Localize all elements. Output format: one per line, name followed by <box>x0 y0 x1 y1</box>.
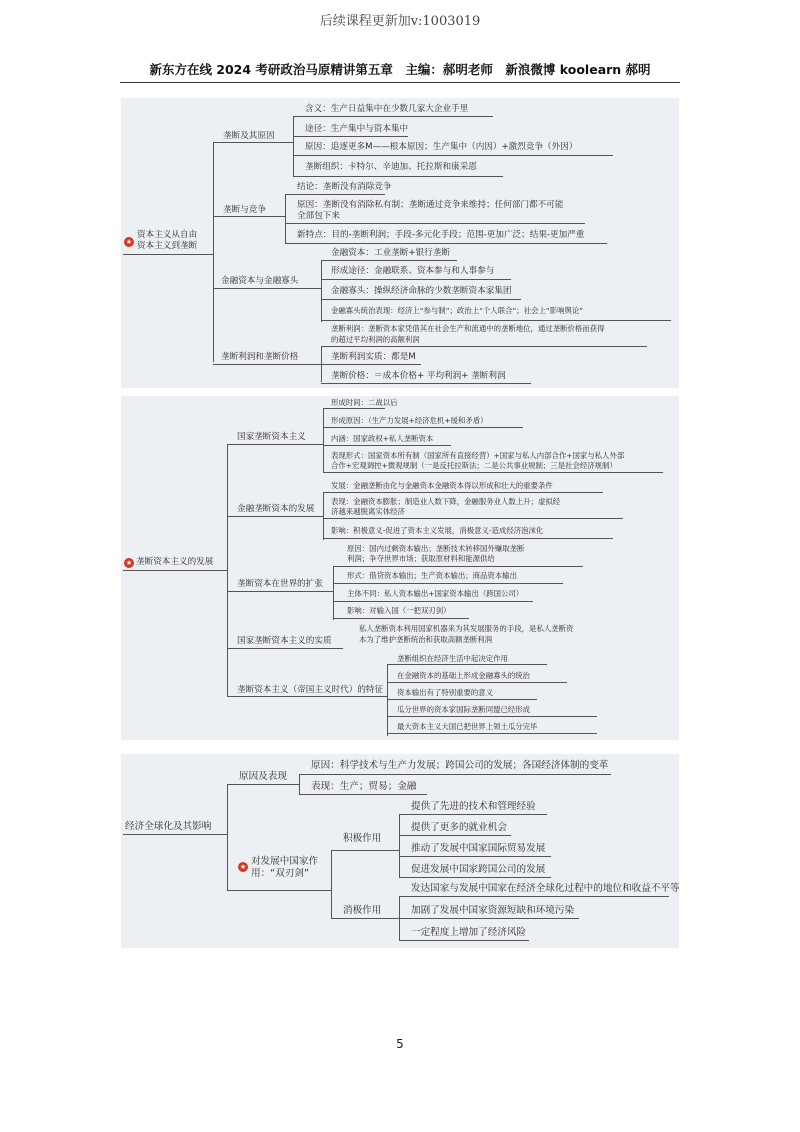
page-header: 新东方在线 2024 考研政治马原精讲第五章 主编：郝明老师 新浪微博 koolearn 郝明 <box>149 62 651 77</box>
connector <box>399 856 551 857</box>
leaf: 原因：垄断没有消除私有制；垄断通过竞争来维持；任何部门都不可能 <box>297 200 564 210</box>
connector <box>387 682 567 683</box>
branch-label: 金融垄断资本的发展 <box>237 504 315 514</box>
connector <box>399 814 547 815</box>
connector <box>321 299 521 300</box>
leaf: 形式：借贷资本输出；生产资本输出；商品资本输出 <box>347 571 517 580</box>
connector <box>123 570 227 571</box>
connector <box>333 583 563 584</box>
branch-label: 垄断资本在世界的扩张 <box>237 579 323 589</box>
connector <box>321 383 531 384</box>
connector <box>387 733 597 734</box>
connector <box>323 408 324 472</box>
mindmap-panel-1 <box>121 98 679 388</box>
connector <box>333 601 533 602</box>
leaf: 金融资本：工业垄断+银行垄断 <box>331 248 450 258</box>
page-number: 5 <box>396 1037 404 1051</box>
leaf: 含义：生产日益集中在少数几家大企业手里 <box>305 104 469 114</box>
connector <box>399 896 669 897</box>
leaf: 垄断组织：卡特尔、辛迪加、托拉斯和康采恩 <box>305 162 477 172</box>
connector <box>293 116 294 176</box>
star-icon: ★ <box>125 559 133 567</box>
root-node: 垄断资本主义的发展 <box>136 557 214 567</box>
connector <box>331 850 332 918</box>
connector <box>299 774 300 794</box>
connector <box>331 918 399 919</box>
connector <box>333 566 334 620</box>
connector <box>227 591 333 592</box>
connector <box>387 664 547 665</box>
leaf: 推动了发展中国家国际贸易发展 <box>411 843 546 854</box>
leaf: 促进发展中国家跨国公司的发展 <box>411 864 546 875</box>
leaf: 垄断组织在经济生活中起决定作用 <box>397 654 508 663</box>
connector <box>213 364 321 365</box>
connector <box>213 142 214 362</box>
leaf: 原因：国内过剩资本输出；垄断技术转移国外赚取垄断 <box>347 544 525 553</box>
connector <box>399 814 400 878</box>
leaf: 发展：金融垄断由化与金融资本金融资本得以形成和壮大的重要条件 <box>331 481 553 490</box>
leaf: 加剧了发展中国家资源短缺和环境污染 <box>411 905 575 916</box>
connector <box>399 940 529 941</box>
branch-label: 国家垄断资本主义 <box>237 432 306 442</box>
leaf: 济越来越脱离实体经济 <box>331 507 405 516</box>
leaf: 垄断利润实质：都是M <box>331 352 416 362</box>
leaf: 的超过平均利润的高额利润 <box>331 335 420 344</box>
leaf: 在金融资本的基础上形成金融寡头的统治 <box>397 671 531 680</box>
connector <box>321 364 421 365</box>
branch-label: 垄断与竞争 <box>223 205 266 215</box>
connector <box>321 346 647 347</box>
connector <box>333 618 469 619</box>
leaf: 原因：科学技术与生产力发展；跨国公司的发展；各国经济体制的变革 <box>311 760 609 771</box>
connector <box>227 516 323 517</box>
connector <box>321 260 322 322</box>
leaf: 途径：生产集中与资本集中 <box>305 124 409 134</box>
connector <box>331 850 399 851</box>
connector <box>399 877 551 878</box>
branch-label: 垄断及其原因 <box>223 131 275 141</box>
leaf: 表现：生产；贸易；金融 <box>311 781 417 792</box>
mindmap-panel-3 <box>121 754 679 948</box>
connector <box>321 279 511 280</box>
connector <box>293 116 493 117</box>
leaf: 主体不同：私人资本输出+国家资本输出（跨国公司） <box>347 589 524 598</box>
branch-label: 金融资本与金融寡头 <box>221 276 299 286</box>
leaf: 原因：追逐更多M——根本原因；生产集中（内因）+激烈竞争（外因） <box>305 142 578 152</box>
connector <box>123 834 227 835</box>
connector <box>227 444 323 445</box>
connector <box>285 194 286 244</box>
leaf: 提供了更多的就业机会 <box>411 822 507 833</box>
connector <box>227 648 343 649</box>
connector <box>293 176 503 177</box>
leaf: 金融寡头：操纵经济命脉的少数垄断资本家集团 <box>331 286 512 296</box>
connector <box>399 918 579 919</box>
branch-label: 国家垄断资本主义的实质 <box>237 636 332 646</box>
leaf: 合作+宏观调控+微观规制（一是反托拉斯法；二是公共事业规制；三是社会经济规制） <box>331 461 617 470</box>
connector <box>323 492 603 493</box>
leaf: 本为了维护垄断统治和获取高额垄断利润 <box>359 635 493 644</box>
connector <box>299 774 611 775</box>
connector <box>227 784 299 785</box>
connector <box>285 243 607 244</box>
leaf: 影响：积极意义-促进了资本主义发展，消极意义-造成经济泡沫化 <box>331 526 544 535</box>
leaf: 全部包下来 <box>297 211 340 221</box>
connector <box>227 696 387 697</box>
star-icon: ★ <box>239 863 247 871</box>
branch-label: 对发展中国家作 用：“双刃剑” <box>251 856 319 879</box>
connector <box>293 155 613 156</box>
top-note: 后续课程更新加v:1003019 <box>319 14 481 29</box>
connector <box>227 784 228 890</box>
leaf: 金融寡头统治表现：经济上“参与制”；政治上“个人联合”；社会上“影响舆论” <box>331 306 584 315</box>
connector <box>123 254 213 255</box>
header-rule <box>120 82 680 83</box>
connector <box>323 427 523 428</box>
connector <box>213 288 321 289</box>
connector <box>321 320 671 321</box>
leaf: 表现：金融资本膨胀；制造业人数下降，金融服务业人数上升；虚拟经 <box>331 497 561 506</box>
connector <box>227 890 331 891</box>
leaf: 提供了先进的技术和管理经验 <box>411 801 536 812</box>
root-node: 资本主义从自由 资本主义到垄断 <box>137 230 198 251</box>
connector <box>323 472 663 473</box>
connector <box>321 260 457 261</box>
connector <box>299 794 427 795</box>
leaf: 一定程度上增加了经济风险 <box>411 927 527 938</box>
leaf: 内涵：国家政权+私人垄断资本 <box>331 434 434 443</box>
connector <box>387 699 537 700</box>
leaf: 垄断价格：＝成本价格+ 平均利润+ 垄断利润 <box>331 371 506 381</box>
leaf: 瓜分世界的资本家国际垄断同盟已经形成 <box>397 705 531 714</box>
branch-label: 垄断利润和垄断价格 <box>221 352 299 362</box>
leaf: 利润；争夺世界市场；获取原材料和能源供给 <box>347 554 495 563</box>
connector <box>323 408 385 409</box>
connector <box>323 492 324 540</box>
connector <box>293 136 408 137</box>
mindmap-panel-2 <box>121 396 679 740</box>
connector <box>285 194 385 195</box>
connector <box>227 444 228 696</box>
leaf: 新特点：目的-垄断利润；手段-多元化手段；范围-更加广泛；结果-更加严重 <box>297 230 585 240</box>
connector <box>213 142 293 143</box>
branch-label: 垄断资本主义（帝国主义时代）的特征 <box>237 685 384 695</box>
leaf: 发达国家与发展中国家在经济全球化过程中的地位和收益不平等 <box>411 883 680 894</box>
branch-label: 原因及表现 <box>239 771 287 782</box>
connector <box>285 223 585 224</box>
connector <box>387 664 388 736</box>
leaf: 私人垄断资本利用国家机器来为其发展服务的手段，是私人垄断资 <box>359 624 574 633</box>
leaf: 资本输出有了特别重要的意义 <box>397 688 494 697</box>
connector <box>213 216 285 217</box>
connector <box>399 835 511 836</box>
leaf: 结论：垄断没有消除竞争 <box>297 182 392 192</box>
connector <box>387 716 597 717</box>
leaf: 表现形式：国家资本所有制（国家所有直接经营）+国家与私人内部合作+国家与私人外部 <box>331 451 625 460</box>
leaf: 形成途径：金融联系、资本参与和人事参与 <box>331 266 495 276</box>
leaf: 垄断利润：垄断资本家凭借其在社会生产和流通中的垄断地位，通过垄断价格而获得 <box>331 324 605 333</box>
connector <box>323 445 451 446</box>
connector <box>333 566 583 567</box>
leaf: 影响：对输入国（一把双刃剑） <box>347 606 451 615</box>
sub-branch-label: 消极作用 <box>343 905 382 916</box>
leaf: 最大资本主义大国已把世界上领土瓜分完毕 <box>397 722 538 731</box>
star-icon: ★ <box>125 238 133 246</box>
root-node: 经济全球化及其影响 <box>125 821 212 832</box>
leaf: 形成时间：二战以后 <box>331 398 398 407</box>
leaf: 形成原因：（生产力发展+经济危机+缓和矛盾） <box>331 416 488 425</box>
connector <box>323 538 613 539</box>
connector <box>323 518 623 519</box>
sub-branch-label: 积极作用 <box>343 833 382 844</box>
